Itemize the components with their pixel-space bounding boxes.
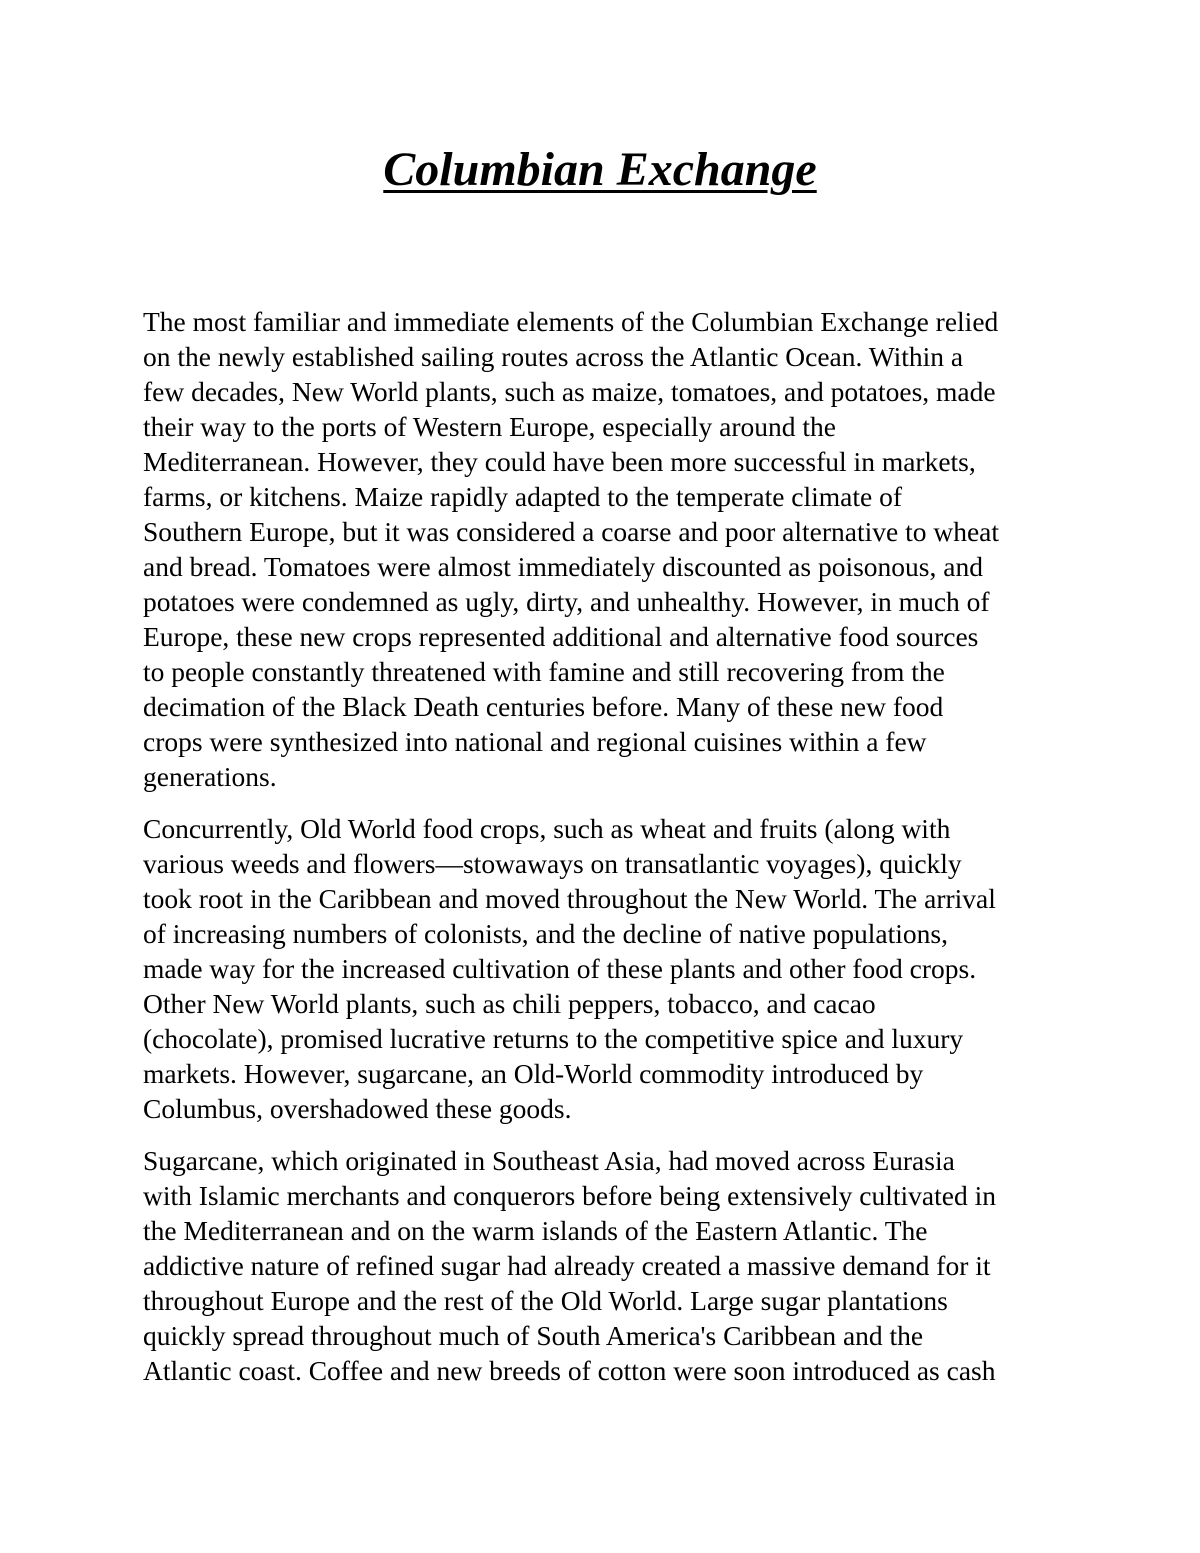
text-line: to people constantly threatened with famine and still recovering from the [143,656,945,687]
text-line: on the newly established sailing routes across the Atlantic Ocean. Within a [143,341,964,372]
text-line: with Islamic merchants and conquerors before being extensively cultivated in [143,1180,996,1211]
text-line: made way for the increased cultivation of these plants and other food crops. [143,953,977,984]
text-line: and bread. Tomatoes were almost immediately discounted as poisonous, and [143,551,983,582]
text-line: Atlantic coast. Coffee and new breeds of cotton were soon introduced as cash [143,1355,996,1386]
text-line: generations. [143,761,277,792]
text-line: the Mediterranean and on the warm islands of the Eastern Atlantic. The [143,1215,928,1246]
text-line: their way to the ports of Western Europe, especially around the [143,411,836,442]
text-line: took root in the Caribbean and moved throughout the New World. The arrival [143,883,996,914]
text-line: decimation of the Black Death centuries before. Many of these new food [143,691,944,722]
text-line: Sugarcane, which originated in Southeast Asia, had moved across Eurasia [143,1145,955,1176]
text-line: Columbus, overshadowed these goods. [143,1093,572,1124]
text-line: Europe, these new crops represented additional and alternative food sources [143,621,979,652]
text-line: The most familiar and immediate elements of the Columbian Exchange relied [143,306,999,337]
text-line: addictive nature of refined sugar had already created a massive demand for it [143,1250,991,1281]
paragraph-1 [143,304,1063,794]
paragraph-3 [143,1143,1063,1388]
text-line: crops were synthesized into national and regional cuisines within a few [143,726,927,757]
text-line: (chocolate), promised lucrative returns to the competitive spice and luxury [143,1023,964,1054]
text-line: various weeds and flowers—stowaways on transatlantic voyages), quickly [143,848,962,879]
document-body [143,304,1063,1405]
text-line: throughout Europe and the rest of the Old World. Large sugar plantations [143,1285,948,1316]
text-line: Southern Europe, but it was considered a coarse and poor alternative to wheat [143,516,1000,547]
text-line: few decades, New World plants, such as maize, tomatoes, and potatoes, made [143,376,996,407]
text-line: Mediterranean. However, they could have been more successful in markets, [143,446,976,477]
text-line: of increasing numbers of colonists, and the decline of native populations, [143,918,948,949]
text-line: markets. However, sugarcane, an Old-World commodity introduced by [143,1058,924,1089]
text-line: farms, or kitchens. Maize rapidly adapted to the temperate climate of [143,481,903,512]
text-line: Concurrently, Old World food crops, such as wheat and fruits (along with [143,813,951,844]
page-title [0,140,1200,200]
text-line: potatoes were condemned as ugly, dirty, and unhealthy. However, in much of [143,586,990,617]
page-title-text: Columbian Exchange [383,143,817,196]
text-line: Other New World plants, such as chili peppers, tobacco, and cacao [143,988,876,1019]
paragraph-2 [143,811,1063,1126]
text-line: quickly spread throughout much of South America's Caribbean and the [143,1320,924,1351]
